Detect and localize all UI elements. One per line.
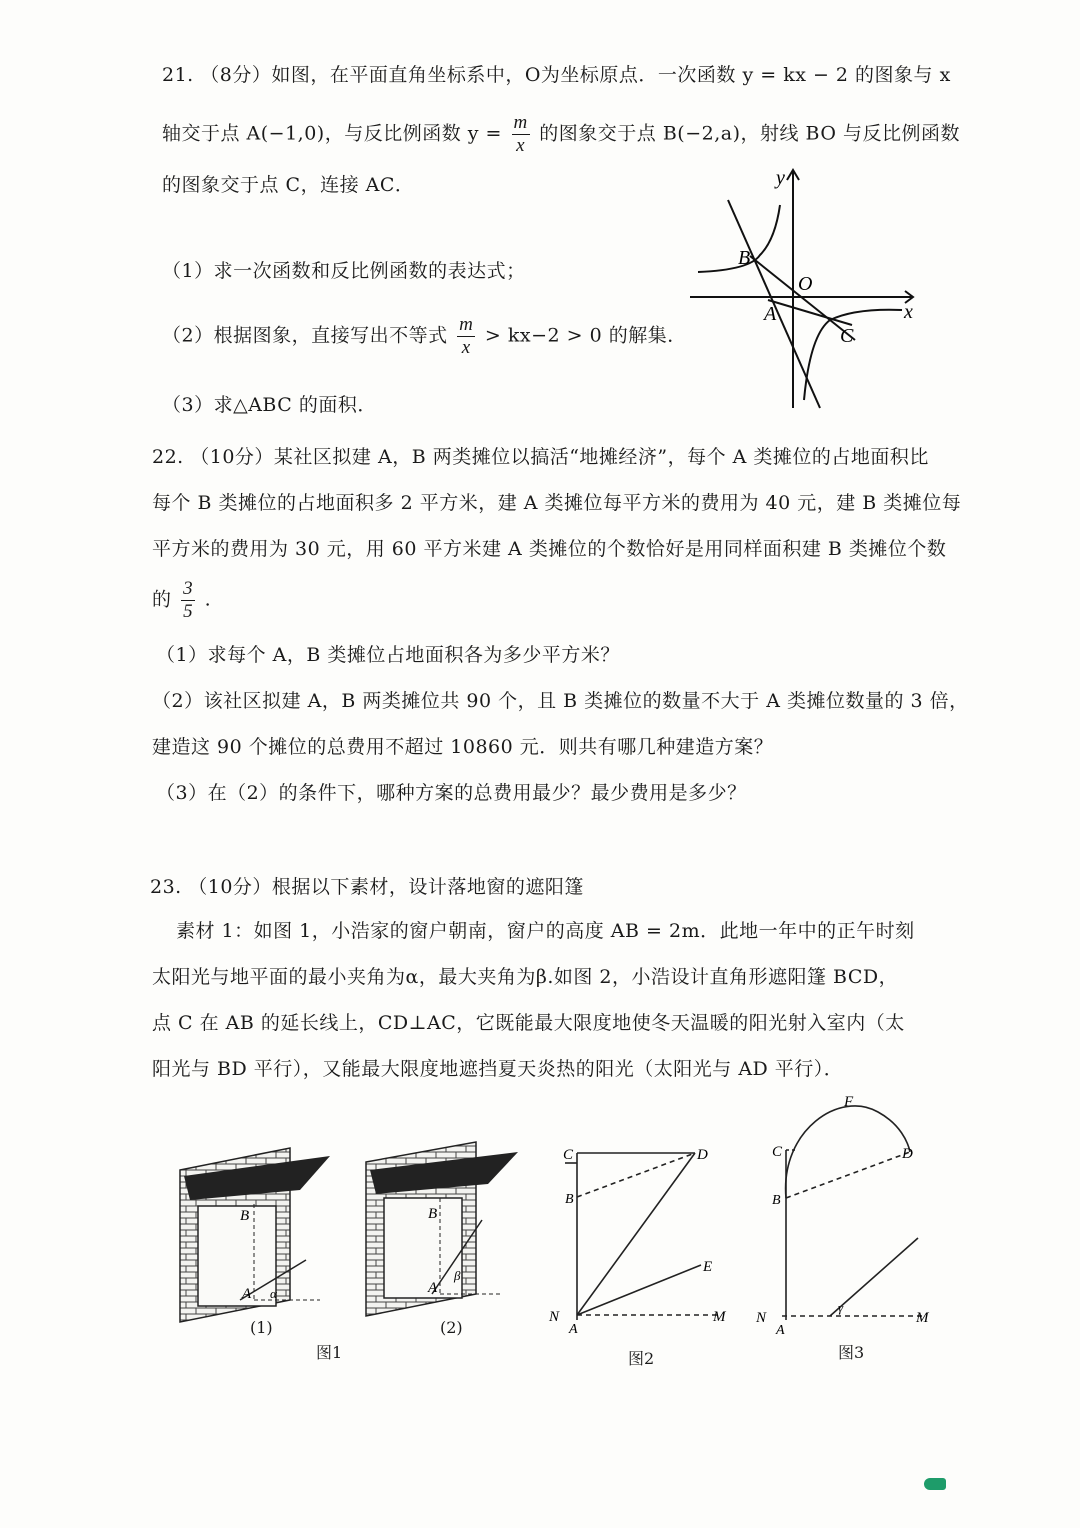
q21-line3: 的图象交于点 C，连接 AC． (162, 174, 415, 196)
fraction-numerator: m (459, 314, 474, 335)
q21-graph (680, 160, 930, 415)
q21-part3: （3）求△ABC 的面积． (162, 394, 377, 416)
fig3-label-gamma: γ (838, 1300, 844, 1315)
q23-line1: 23. （10分）根据以下素材，设计落地窗的遮阳篷 (150, 876, 584, 898)
fig3-label-b: B (772, 1193, 781, 1208)
q21-part2 (162, 314, 687, 359)
fig2-label-d: D (697, 1147, 708, 1163)
graph-label-y: y (776, 167, 785, 189)
fraction-denominator: 5 (183, 601, 194, 622)
fig2-label-e: E (703, 1259, 713, 1275)
fig2-label-m: M (713, 1309, 726, 1325)
fig3-label-c: C (772, 1144, 783, 1160)
fig1-label-alpha: α (270, 1286, 277, 1301)
fig1-subcaption-2: (2) (440, 1318, 463, 1337)
fig3-label-m: M (916, 1310, 929, 1326)
dashed-bd (786, 1152, 910, 1198)
fig3-label-n: N (756, 1310, 767, 1326)
fraction-denominator: x (516, 135, 526, 156)
q22-line2: 每个 B 类摊位的占地面积多 2 平方米，建 A 类摊位每平方米的费用为 40 元，建 B 类摊位每 (152, 492, 962, 514)
q22-line1: 22. （10分）某社区拟建 A，B 两类摊位以搞活“地摊经济”，每个 A 类摊位的占地面积比 (152, 446, 929, 468)
q22-line4: 的 $\frac{3}{5}$ . (152, 578, 212, 622)
fig2-label-b: B (565, 1192, 574, 1207)
q22-part1: （1）求每个 A，B 类摊位占地面积各为多少平方米？ (156, 644, 620, 666)
fig1-label-b2: B (428, 1206, 438, 1222)
q21-line2 (162, 112, 960, 157)
q21-part2a: （2）根据图象，直接写出不等式 (162, 324, 448, 347)
q23-line2: 素材 1：如图 1，小浩家的窗户朝南，窗户的高度 AB = 2m．此地一年中的正午时刻 (176, 920, 915, 942)
fig1-caption: 图1 (316, 1343, 343, 1362)
fig1-label-beta: β (454, 1268, 461, 1283)
graph-label-x: x (904, 301, 913, 323)
q22-line4-text: 的 (152, 588, 172, 611)
fig1-window-1 (180, 1148, 330, 1322)
fig2-label-c: C (563, 1147, 574, 1163)
q21-line2a: 轴交于点 A(−1,0)，与反比例函数 y = (162, 122, 502, 145)
fig1-label-a: A (242, 1286, 252, 1302)
graph-label-c: C (840, 325, 854, 347)
graph-label-origin: O (798, 273, 813, 295)
q21-part2b: > kx−2 > 0 的解集． (484, 324, 687, 347)
fig3-label-a: A (776, 1323, 785, 1338)
q22-line3: 平方米的费用为 30 元，用 60 平方米建 A 类摊位的个数恰好是用同样面积建 B 类摊位个数 (152, 538, 947, 560)
q21-part2-fraction (457, 314, 475, 359)
q22-part2a: （2）该社区拟建 A，B 两类摊位共 90 个，且 B 类摊位的数量不大于 A 类摊位数量的 3 倍， (152, 690, 969, 712)
fraction-denominator: x (461, 337, 471, 358)
fraction-numerator: m (513, 112, 528, 133)
q23-line3: 太阳光与地平面的最小夹角为α，最大夹角为β.如图 2，小浩设计直角形遮阳篷 BCD， (152, 966, 899, 988)
fig1-label-b: B (240, 1208, 250, 1224)
q23-line5: 阳光与 BD 平行），又能最大限度地遮挡夏天炎热的阳光（太阳光与 AD 平行）． (152, 1058, 844, 1080)
green-marker (924, 1478, 946, 1490)
figure-1 (170, 1140, 540, 1340)
fig1-window-2 (366, 1142, 518, 1316)
q21-line1: 21. （8分）如图，在平面直角坐标系中，O为坐标原点．一次函数 y = kx − 2 的图象与 x (162, 64, 951, 86)
fig2-label-n: N (549, 1309, 560, 1325)
q22-part2b: 建造这 90 个摊位的总费用不超过 10860 元．则共有哪几种建造方案？ (152, 736, 774, 758)
q21-part1: （1）求一次函数和反比例函数的表达式； (162, 260, 526, 282)
sun-ray (830, 1238, 918, 1316)
q21-fraction (512, 112, 530, 157)
q22-part3: （3）在（2）的条件下，哪种方案的总费用最少？最少费用是多少？ (156, 782, 747, 804)
q23-line4: 点 C 在 AB 的延长线上，CD⊥AC，它既能最大限度地使冬天温暖的阳光射入室内（太 (152, 1012, 905, 1034)
q22-fraction (181, 578, 195, 623)
graph-label-a: A (764, 303, 777, 325)
q21-line2b: 的图象交于点 B(−2,a)，射线 BO 与反比例函数 (539, 122, 960, 145)
graph-label-b: B (738, 247, 751, 269)
figure-2 (545, 1135, 745, 1335)
figure-3 (750, 1090, 950, 1340)
hyperbola-branch-right (804, 310, 902, 400)
fig1-label-a2: A (428, 1280, 438, 1296)
fig3-label-f: F (844, 1094, 854, 1110)
arc-path (786, 1106, 910, 1198)
fig2-label-a: A (569, 1322, 578, 1335)
fig3-label-d: D (902, 1146, 913, 1162)
fig2-caption: 图2 (628, 1349, 655, 1368)
fraction-numerator: 3 (183, 578, 194, 599)
fig1-subcaption-1: (1) (250, 1318, 273, 1337)
fig3-caption: 图3 (838, 1343, 865, 1362)
ray-bd (577, 1153, 695, 1197)
